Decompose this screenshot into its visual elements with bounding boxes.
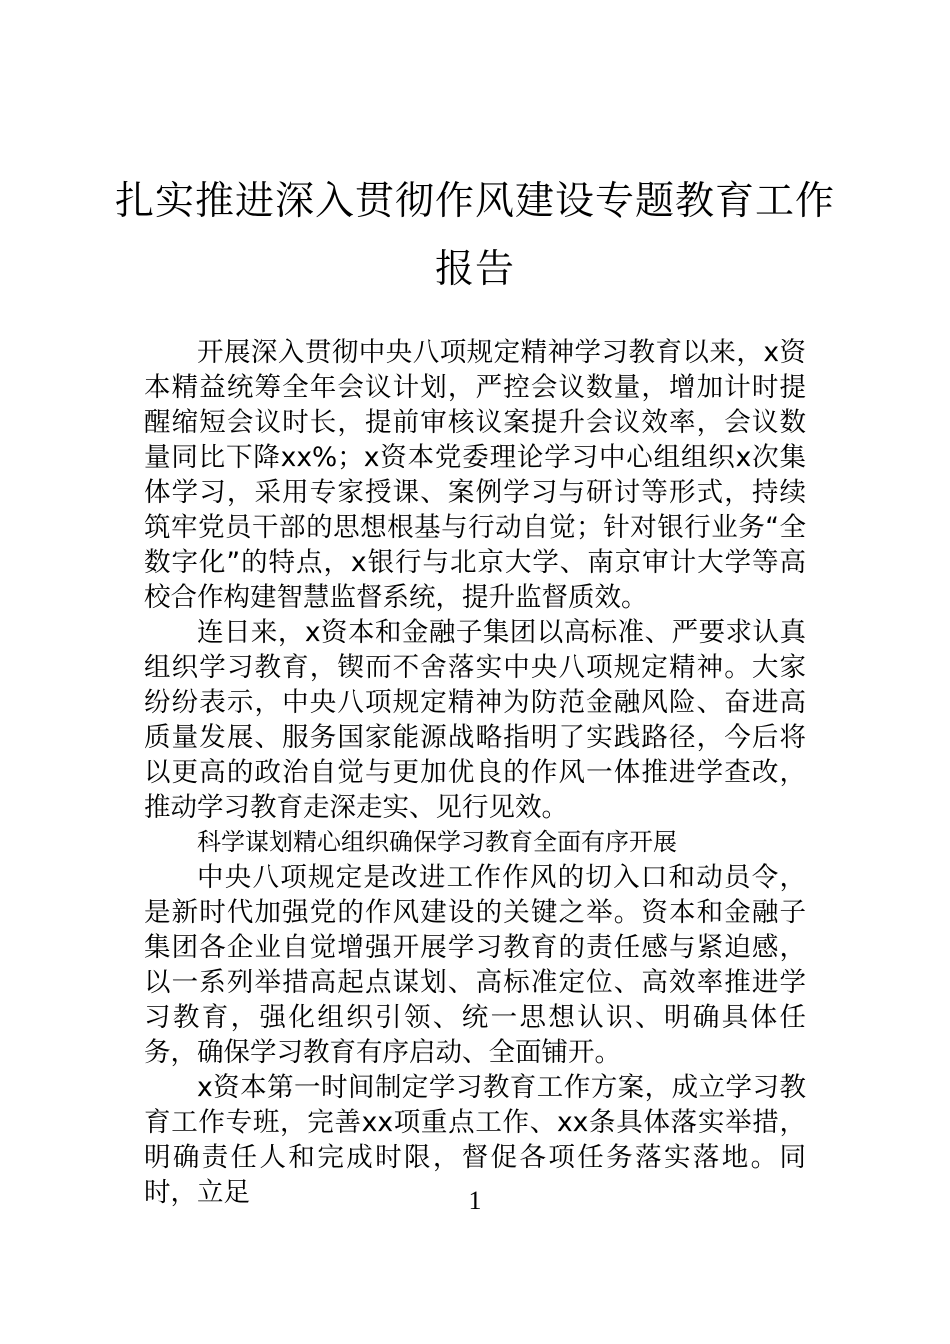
page-number: 1 bbox=[468, 1186, 482, 1215]
paragraph-2: 连日来，x资本和金融子集团以高标准、严要求认真组织学习教育，锲而不舍落实中央八项规定精神。大家纷纷表示，中央八项规定精神为防范金融风险、奋进高质量发展、服务国家能源战略指明了实践路径，今后将以更高的政治自觉与更加优良的作风一体推进学查改，推动学习教育走深走实、见行见效。 bbox=[144, 617, 806, 823]
document-body bbox=[144, 335, 806, 1210]
paragraph-1: 开展深入贯彻中央八项规定精神学习教育以来，x资本精益统筹全年会议计划，严控会议数量，增加计时提醒缩短会议时长，提前审核议案提升会议效率，会议数量同比下降xx%；x资本党委理论学习中心组组织x次集体学习，采用专家授课、案例学习与研讨等形式，持续筑牢党员干部的思想根基与行动自觉；针对银行业务“全数字化”的特点，x银行与北京大学、南京审计大学等高校合作构建智慧监督系统，提升监督质效。 bbox=[144, 337, 806, 613]
document-title-line-2: 报告 bbox=[434, 247, 515, 292]
section-subheading: 科学谋划精心组织确保学习教育全面有序开展 bbox=[197, 828, 677, 856]
document-title-line-1: 扎实推进深入贯彻作风建设专题教育工作 bbox=[114, 179, 835, 224]
document-title bbox=[100, 168, 850, 304]
paragraph-4: x资本第一时间制定学习教育工作方案，成立学习教育工作专班，完善xx项重点工作、xx条具体落实举措，明确责任人和完成时限，督促各项任务落实落地。同时，立足 bbox=[144, 1072, 806, 1208]
paragraph-3: 中央八项规定是改进工作作风的切入口和动员令，是新时代加强党的作风建设的关键之举。资本和金融子集团各企业自觉增强开展学习教育的责任感与紧迫感，以一系列举措高起点谋划、高标准定位、高效率推进学习教育，强化组织引领、统一思想认识、明确具体任务，确保学习教育有序启动、全面铺开。 bbox=[144, 862, 806, 1068]
